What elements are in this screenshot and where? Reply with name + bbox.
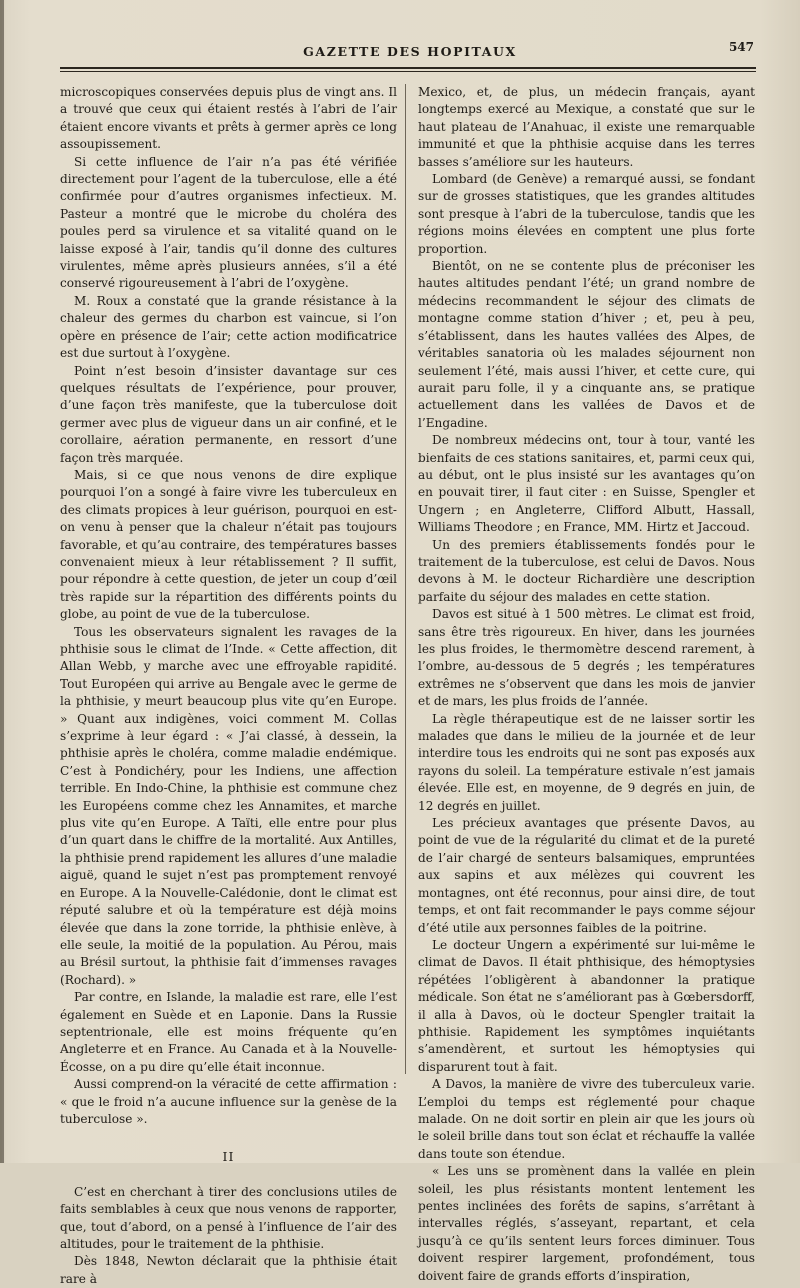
binding-edge: [0, 0, 4, 1163]
paragraph: « Les uns se promènent dans la vallée en plein soleil, les plus résistants montent lentement les pentes inclinées des forêts de sapins, s’arrêtant à intervalles réglés, s’asseyant, repartant, et cela jusqu’à ce qu’ils sentent leurs forces diminuer. Tous doivent respirer largement, profondément, tous doivent faire de grands efforts d’inspiration,: [418, 1164, 755, 1283]
header-rule-thin: [60, 71, 756, 72]
section-number: II: [222, 1149, 235, 1165]
paragraph: Bientôt, on ne se contente plus de préconiser les hautes altitudes pendant l’été; un grand nombre de médecins recommandent le séjour des climats de montagne comme station d’hiver ; et, peu à peu, s’établissent, dans les hautes vallées des Alpes, de véritables sanatoria où les malades séjournent non seulement l’été, mais aussi l’hiver, et cette cure, qui aurait paru folle, il y a cinquante ans, se pratique actuellement dans les vallées de Davos et de l’Engadine.: [418, 259, 755, 430]
page-number: 547: [728, 40, 754, 54]
paragraph: A Davos, la manière de vivre des tuberculeux varie. L’emploi du temps est réglementé pour chaque malade. On ne doit sortir en plein air que les jours où le soleil brille dans tout son éclat et réchauffe la vallée dans toute son étendue.: [418, 1077, 755, 1161]
paragraph: Le docteur Ungern a expérimenté sur lui-même le climat de Davos. Il était phthisique, des hémoptysies répétées l’obligèrent à abandonner la pratique médicale. Son état ne s’améliorant pas à Gœbersdorff, il alla à Davos, où le docteur Spengler traitait la phthisie. Rapidement les symptômes inquiétants s’amendèrent, et surtout les hémoptysies qui disparurent tout à fait.: [418, 937, 755, 1074]
paragraph: Un des premiers établissements fondés pour le traitement de la tuberculose, est celui de Davos. Nous devons à M. le docteur Richardière une description parfaite du séjour des malades en cette station.: [418, 537, 755, 604]
right-column: [418, 84, 755, 1285]
paragraph: Par contre, en Islande, la maladie est rare, elle l’est également en Suède et en Laponie. Dans la Russie septentrionale, elle est moins fréquente qu’en Angleterre et en France. Au Canada et à la Nouvelle-Écosse, on a pu dire qu’elle était inconnue.: [60, 990, 397, 1074]
header-rule-thick: [60, 67, 756, 69]
paragraph: Lombard (de Genève) a remarqué aussi, se fondant sur de grosses statistiques, que les grandes altitudes sont presque à l’abri de la tuberculose, tandis que les régions moins élevées en comptent une plus forte proportion.: [418, 172, 755, 256]
paragraph: Si cette influence de l’air n’a pas été vérifiée directement pour l’agent de la tuberculose, elle a été confirmée pour d’autres organismes infectieux. M. Pasteur a montré que le microbe du choléra des poules perd sa virulence et sa vitalité quand on le laisse exposé à l’air, tandis qu’il donne des cultures virulentes, même après plusieurs années, s’il a été conservé rigoureusement à l’abri de l’oxygène.: [60, 154, 397, 291]
paragraph: Point n’est besoin d’insister davantage sur ces quelques résultats de l’expérience, pour prouver, d’une façon très manifeste, que la tuberculose doit germer avec plus de vigueur dans un air confiné, et le corollaire, aération permanente, en ressort d’une façon très marquée.: [60, 363, 397, 465]
paragraph: La règle thérapeutique est de ne laisser sortir les malades que dans le milieu de la journée et de leur interdire tous les endroits qui ne sont pas exposés aux rayons du soleil. La température estivale n’est jamais élevée. Elle est, en moyenne, de 9 degrés en juin, de 12 degrés en juillet.: [418, 711, 755, 813]
paragraph: Davos est situé à 1 500 mètres. Le climat est froid, sans être très rigoureux. En hiver, dans les journées les plus froides, le thermomètre descend rarement, à l’ombre, au-dessous de 5 degrés ; les températures extrêmes ne s’observent que dans les mois de janvier et de mars, les plus froids de l’année.: [418, 607, 755, 709]
paragraph: Mexico, et, de plus, un médecin français, ayant longtemps exercé au Mexique, a constaté que sur le haut plateau de l’Anahuac, il existe une remarquable immunité et que la phthisie acquise dans les terres basses s’améliore sur les hauteurs.: [418, 85, 755, 169]
paragraph: Les précieux avantages que présente Davos, au point de vue de la régularité du climat et de la pureté de l’air chargé de senteurs balsamiques, empruntées aux sapins et aux mélèzes qui couvrent les montagnes, ont été reconnus, pour ainsi dire, de tout temps, et ont fait recommander le pays comme séjour d’été utile aux personnes faibles de la poitrine.: [418, 816, 755, 935]
running-title: GAZETTE DES HOPITAUX: [303, 44, 517, 59]
paragraph: M. Roux a constaté que la grande résistance à la chaleur des germes du charbon est vaincue, si l’on opère en présence de l’air; cette action modificatrice est due surtout à l’oxygène.: [60, 293, 397, 361]
column-divider: [405, 84, 406, 1074]
paragraph: microscopiques conservées depuis plus de vingt ans. Il a trouvé que ceux qui étaient restés à l’abri de l’air étaient encore vivants et prêts à germer après ce long assoupissement.: [60, 85, 397, 152]
paragraph: Aussi comprend-on la véracité de cette affirmation : « que le froid n’a aucune influence sur la genèse de la tuberculose ».: [60, 1077, 397, 1126]
paragraph: De nombreux médecins ont, tour à tour, vanté les bienfaits de ces stations sanitaires, et, parmi ceux qui, au début, ont le plus insisté sur les avantages qu’on en pouvait tirer, il faut citer : en Suisse, Spengler et Ungern ; en Angleterre, Clifford Albutt, Hassall, Williams Theodore ; en France, MM. Hirtz et Jaccoud.: [418, 433, 755, 535]
left-column: [60, 84, 397, 1288]
paragraph: Mais, si ce que nous venons de dire explique pourquoi l’on a songé à faire vivre les tuberculeux en des climats propices à leur guérison, pourquoi en est-on venu à penser que la chaleur n’était pas toujours favorable, et qu’au contraire, des températures basses convenaient mieux à leur rétablissement ? Il suffit, pour répondre à cette question, de jeter un coup d’œil très rapide sur la répartition des différents points du globe, au point de vue de la tuberculose.: [60, 467, 397, 622]
paragraph: Dès 1848, Newton déclarait que la phthisie était rare à: [60, 1254, 397, 1286]
paragraph: C’est en cherchant à tirer des conclusions utiles de faits semblables à ceux que nous venons de rapporter, que, tout d’abord, on a pensé à l’influence de l’air des altitudes, pour le traitement de la phthisie.: [60, 1184, 397, 1251]
paragraph: Tous les observateurs signalent les ravages de la phthisie sous le climat de l’Inde. « Cette affection, dit Allan Webb, y marche avec une effroyable rapidité. Tout Européen qui arrive au Bengale avec le germe de la phthisie, y meurt beaucoup plus vite qu’en Europe. » Quant aux indigènes, voici comment M. Collas s’exprime à leur égard : « J’ai classé, à dessein, la phthisie après le choléra, comme maladie endémique. C’est à Pondichéry, pour les Indiens, une affection terrible. En Indo-Chine, la phthisie est commune chez les Européens comme chez les Annamites, et marche plus vite qu’en Europe. A Taïti, elle entre pour plus d’un quart dans le chiffre de la mortalité. Aux Antilles, la phthisie prend rapidement les allures d’une maladie aiguë, quand le sujet n’est pas promptement renvoyé en Europe. A la Nouvelle-Calédonie, dont le climat est réputé salubre et où la température est déjà moins élevée que dans la zone torride, la phthisie enlève, à elle seule, la moitié de la population. Au Pérou, mais au Brésil surtout, la phthisie fait d’immenses ravages (Rochard). »: [60, 624, 397, 987]
page-header: [60, 40, 760, 62]
